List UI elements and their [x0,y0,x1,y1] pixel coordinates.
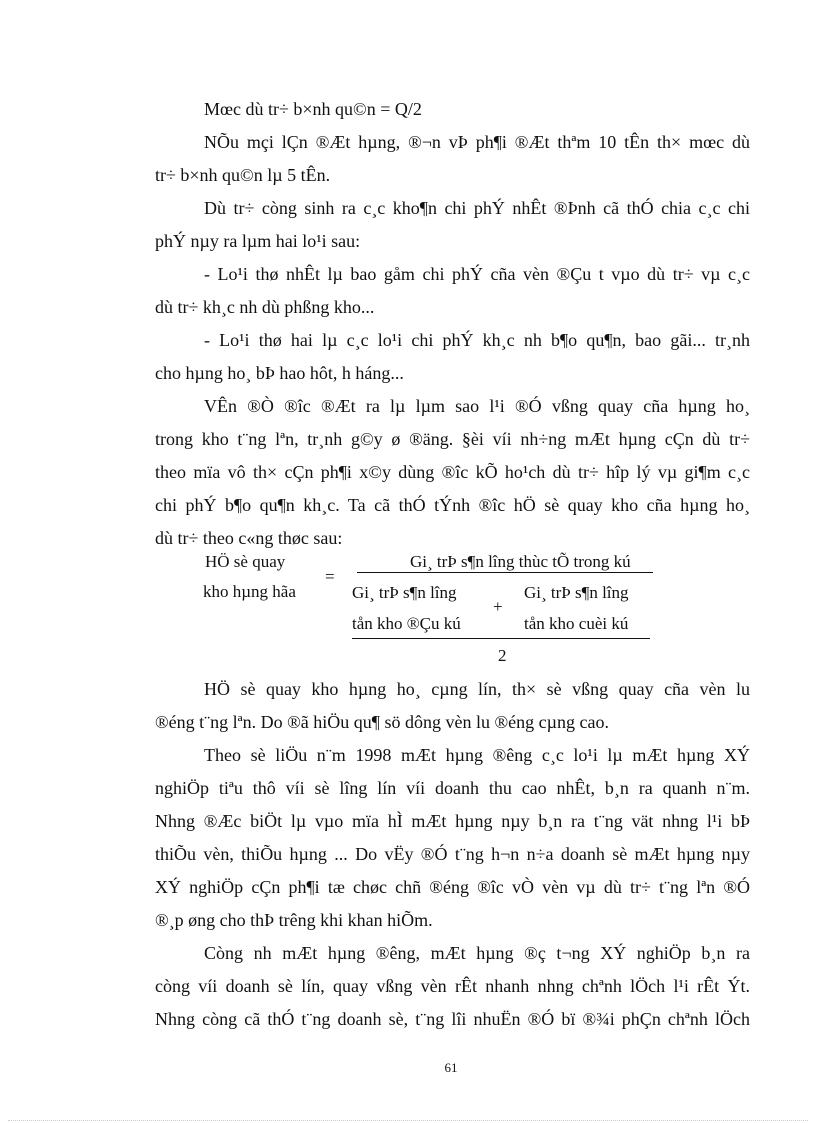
text-line: - Lo¹i thø nhÊt lµ bao gåm chi phÝ cña vèn ®Çu t vµo dù tr÷ vµ c¸c [204,264,750,284]
text-line: NÕu mçi lÇn ®Æt hµng, ®¬n vÞ ph¶i ®Æt thªm 10 tÊn th× mœc dù [204,132,750,152]
text-line: Dù tr÷ còng sinh ra c¸c kho¶n chi phÝ nhÊt ®Þnh cã thÓ chia c¸c chi [204,198,750,218]
formula-denominator-left-line2: tån kho ®Çu kú [352,614,461,633]
text-line: Còng nh mÆt hµng ®êng, mÆt hµng ®ç t¬ng XÝ nghiÖp b¸n ra [204,943,750,963]
formula-denominator-right-line1: Gi¸ trÞ s¶n lîng [524,583,629,602]
text-line: chi phÝ b¶o qu¶n kh¸c. Ta cã thÓ tÝnh ®îc hÖ sè quay kho cña hµng ho¸ [155,495,750,515]
text-line: nghiÖp tiªu thô víi sè lîng lín víi doanh thu cao nhÊt, b¸n ra quanh n¨m. [155,778,750,798]
text-line: Nhng ®Æc biÖt lµ vµo mïa hÌ mÆt hµng nµy b¸n ra t¨ng vät nhng l¹i bÞ [155,811,750,831]
formula-lhs-line2: kho hµng hãa [203,582,296,601]
text-line: XÝ nghiÖp cÇn ph¶i tæ chøc chñ ®éng ®îc vÒ vèn vµ dù tr÷ t¨ng lªn ®Ó [155,877,750,897]
formula-denominator-right-line2: tån kho cuèi kú [524,614,629,633]
text-line: thiÕu vèn, thiÕu hµng ... Do vËy ®Ó t¨ng h¬n n÷a doanh sè mÆt hµng nµy [155,844,750,864]
text-line: ®¸p øng cho thÞ trêng khi khan hiÕm. [155,910,433,930]
text-line: dù tr÷ theo c«ng thøc sau: [155,528,343,548]
text-line: HÖ sè quay kho hµng ho¸ cµng lín, th× sè vßng quay cña vèn lu [204,679,750,699]
formula-equals-sign: = [325,567,335,586]
text-line: còng víi doanh sè lín, quay vßng vèn rÊt nhanh nhng chªnh lÖch l¹i rÊt Ýt. [155,976,750,996]
formula-denominator-left-line1: Gi¸ trÞ s¶n lîng [352,583,457,602]
formula-divisor: 2 [498,646,507,665]
text-line: trong kho t¨ng lªn, tr¸nh g©y ø ®äng. §èi víi nh÷ng mÆt hµng cÇn dù tr÷ [155,429,750,449]
formula-lhs-line1: HÖ sè quay [205,552,286,571]
formula-outer-fraction-bar [352,638,650,639]
page-number: 61 [444,1060,458,1075]
text-line: cho hµng ho¸ bÞ hao hôt, h háng... [155,363,404,383]
text-line: theo mïa vô th× cÇn ph¶i x©y dùng ®îc kÕ ho¹ch dù tr÷ hîp lý vµ gi¶m c¸c [155,462,750,482]
formula-inner-fraction-bar [357,572,653,573]
text-line: phÝ nµy ra lµm hai lo¹i sau: [155,231,361,251]
text-line: tr÷ b×nh qu©n lµ 5 tÊn. [155,165,331,185]
text-line: Nhng còng cã thÓ t¨ng doanh sè, t¨ng lîi nhuËn ®Ó bï ®¾i phÇn chªnh lÖch [155,1009,750,1029]
text-line: dù tr÷ kh¸c nh dù phßng kho... [155,297,375,317]
text-line-average-reserve: Mœc dù tr÷ b×nh qu©n = Q/2 [204,99,422,119]
formula-numerator: Gi¸ trÞ s¶n lîng thùc tÕ trong kú [410,552,631,571]
formula-plus-sign: + [493,597,503,616]
text-line: VÊn ®Ò ®îc ®Æt ra lµ lµm sao l¹i ®Ó vßng quay cña hµng ho¸ [204,396,750,416]
page-bottom-divider [8,1120,808,1121]
text-line: Theo sè liÖu n¨m 1998 mÆt hµng ®êng c¸c lo¹i lµ mÆt hµng XÝ [204,745,750,765]
text-line: - Lo¹i thø hai lµ c¸c lo¹i chi phÝ kh¸c nh b¶o qu¶n, bao gãi... tr¸nh [204,330,750,350]
text-line: ®éng t¨ng lªn. Do ®ã hiÖu qu¶ sö dông vèn lu ®éng cµng cao. [155,712,609,732]
